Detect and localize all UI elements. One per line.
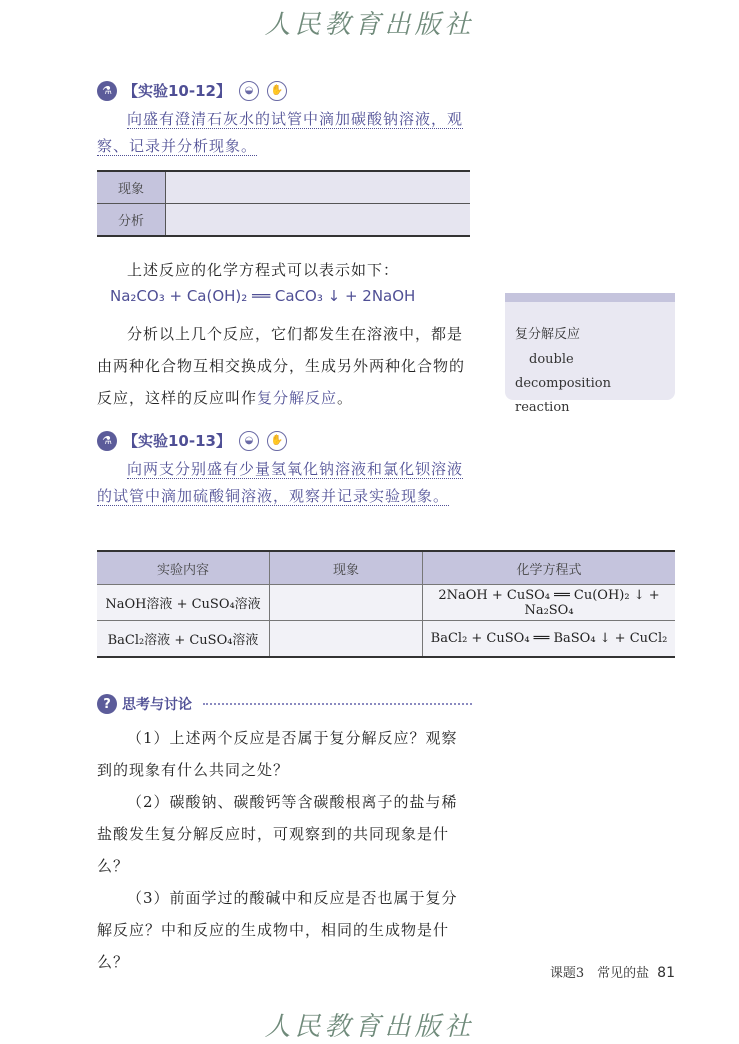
publisher-logo-bottom: 人民教育出版社	[264, 1012, 475, 1042]
question-icon: ?	[97, 694, 117, 714]
row-label-phenomenon: 现象	[97, 171, 166, 204]
cell-phenomenon	[270, 585, 423, 621]
glossary-term-en: double decomposition reaction	[515, 352, 612, 415]
table-row	[97, 585, 675, 621]
phenomenon-cell	[166, 171, 471, 204]
glossary-sidebar	[505, 293, 675, 415]
observation-table	[97, 170, 470, 237]
chemical-equation: Na₂CO₃ + Ca(OH)₂ ══ CaCO₃ ↓ + 2NaOH	[110, 287, 416, 305]
header-phenomenon: 现象	[270, 551, 423, 585]
experiment-table	[97, 550, 675, 658]
experiment-instruction-1: 向盛有澄清石灰水的试管中滴加碳酸钠溶液，观察、记录并分析现象。	[97, 110, 464, 155]
discussion-title: 思考与讨论	[122, 697, 192, 713]
hand-icon: ✋	[267, 81, 287, 101]
eye-protection-icon: ◒	[239, 81, 259, 101]
cell-equation: BaCl₂ + CuSO₄ ══ BaSO₄ ↓ + CuCl₂	[423, 621, 676, 658]
cell-equation: 2NaOH + CuSO₄ ══ Cu(OH)₂ ↓ + Na₂SO₄	[423, 585, 676, 621]
paragraph-intro: 上述反应的化学方程式可以表示如下：	[127, 261, 400, 279]
publisher-logo-top: 人民教育出版社	[264, 10, 475, 40]
question-1: （1）上述两个反应是否属于复分解反应？观察到的现象有什么共同之处？	[97, 729, 458, 779]
question-3: （3）前面学过的酸碱中和反应是否也属于复分解反应？中和反应的生成物中，相同的生成物是什么？	[97, 889, 458, 971]
question-2: （2）碳酸钠、碳酸钙等含碳酸根离子的盐与稀盐酸发生复分解反应时，可观察到的共同现象是什么？	[97, 793, 458, 875]
cell-content: NaOH溶液 + CuSO₄溶液	[97, 585, 270, 621]
experiment-heading-1	[97, 80, 287, 101]
experiment-heading-2	[97, 430, 287, 451]
eye-protection-icon: ◒	[239, 431, 259, 451]
flask-icon: ⚗	[97, 431, 117, 451]
experiment-instruction-2: 向两支分别盛有少量氢氧化钠溶液和氯化钡溶液的试管中滴加硫酸铜溶液，观察并记录实验现象。	[97, 460, 464, 505]
glossary-term-cn: 复分解反应	[515, 327, 581, 342]
cell-phenomenon	[270, 621, 423, 658]
header-equation: 化学方程式	[423, 551, 676, 585]
dotted-divider	[203, 703, 472, 705]
analysis-cell	[166, 204, 471, 237]
discussion-heading	[97, 694, 472, 714]
row-label-analysis: 分析	[97, 204, 166, 237]
table-row	[97, 621, 675, 658]
section-title: 课题3 常见的盐	[549, 966, 650, 981]
key-term: 复分解反应	[257, 389, 338, 407]
hand-icon: ✋	[267, 431, 287, 451]
cell-content: BaCl₂溶液 + CuSO₄溶液	[97, 621, 270, 658]
paragraph-definition: 分析以上几个反应，它们都发生在溶液中，都是由两种化合物互相交换成分，生成另外两种化合物的反应，这样的反应叫作复分解反应。	[97, 325, 466, 407]
flask-icon: ⚗	[97, 81, 117, 101]
header-content: 实验内容	[97, 551, 270, 585]
experiment-label: 【实验10-13】	[123, 432, 231, 450]
page-footer	[550, 962, 675, 981]
page-number: 81	[657, 965, 675, 981]
experiment-label: 【实验10-12】	[123, 82, 231, 100]
